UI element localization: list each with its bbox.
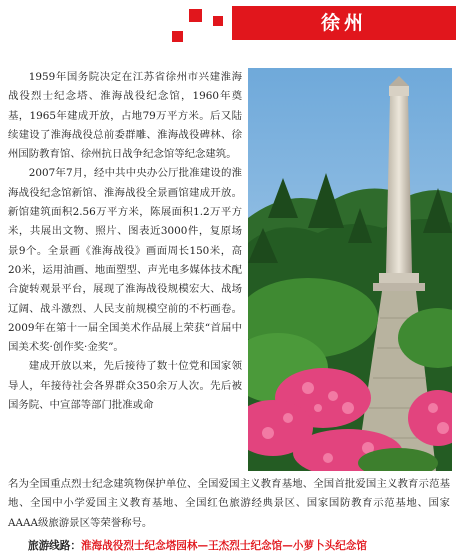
paragraph-1: 1959年国务院决定在江苏省徐州市兴建淮海战役烈士纪念塔、淮海战役纪念馆，1960年奠基，1965年建成开放，占地79万平方米。后又陆续建设了淮海战役总前委群雕、淮海战役碑林、徐州国防教育馆、徐州抗日战争纪念馆等纪念建筑。 bbox=[8, 71, 242, 161]
tour-route-label: 旅游线路： bbox=[28, 540, 81, 552]
city-title: 徐州 bbox=[320, 12, 367, 34]
tour-route bbox=[28, 538, 454, 553]
decor-square-tiny bbox=[172, 31, 183, 42]
article-full-width bbox=[8, 475, 450, 533]
city-title-bar bbox=[232, 6, 456, 40]
paragraph-3-continued: 名为全国重点烈士纪念建筑物保护单位、全国爱国主义教育基地、全国首批爱国主义教育示范基地、全国中小学爱国主义教育基地、全国红色旅游经典景区、国家国防教育示范基地、国家AAAA级旅游景区等荣誉称号。 bbox=[8, 478, 450, 529]
article-column bbox=[8, 68, 242, 415]
decor-square-large bbox=[189, 9, 202, 22]
paragraph-2: 2007年7月，经中共中央办公厅批准建设的淮海战役纪念馆新馆、淮海战役全景画馆建成开放。新馆建筑面积2.56万平方米，陈展面积1.2万平方米，共展出文物、照片、图表近3000件，复原场景9个。全景画《淮海战役》画面周长150米，高20米，运用油画、地面塑型、声光电多媒体技术配合旋转观景平台，展现了淮海战役规模宏大、战场辽阔、战斗激烈、人民支前规模空前的不朽画卷。2009年在第十一届全国美术作品展上荣获“首届中国美术奖·创作奖·金奖”。 bbox=[8, 167, 242, 354]
paragraph-3-start: 建成开放以来，先后接待了数十位党和国家领导人，年接待社会各界群众350余万人次。先后被国务院、中宣部等部门批准或命 bbox=[8, 360, 242, 412]
monument-photo bbox=[248, 68, 452, 471]
decor-square-small bbox=[213, 16, 223, 26]
tour-route-value: 淮海战役烈士纪念塔园林—王杰烈士纪念馆—小萝卜头纪念馆 bbox=[80, 540, 367, 552]
